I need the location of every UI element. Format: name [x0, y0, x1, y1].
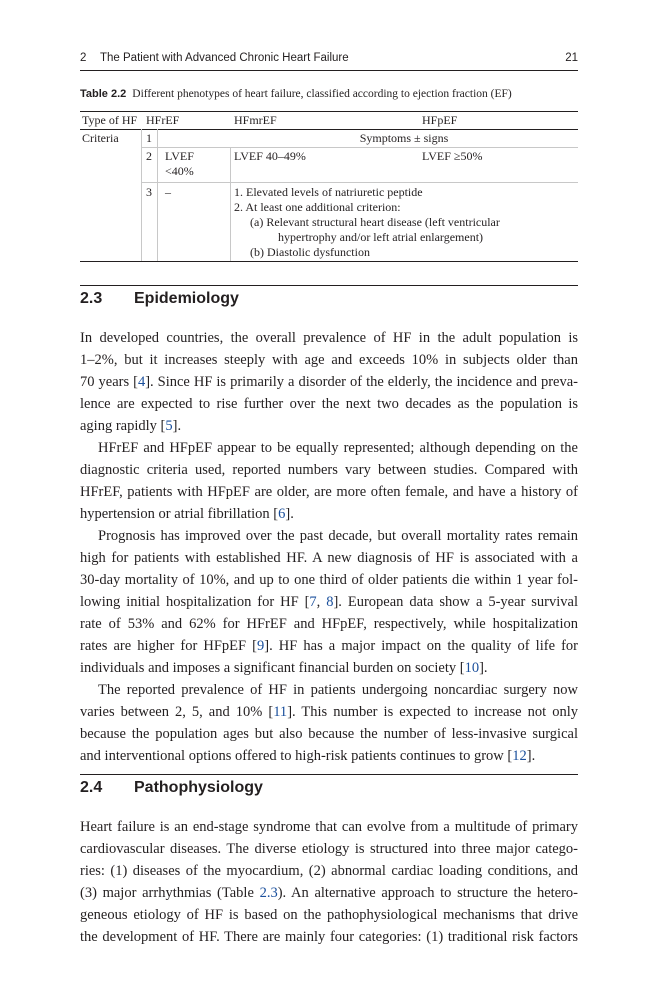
citation-link[interactable]: 10 [464, 660, 480, 676]
text-line: lence are expected to rise further over the next two decades as the population is [80, 396, 578, 412]
text-segment: ]. [285, 506, 294, 522]
criteria-subitem: (a) Relevant structural heart disease (left ventricular [250, 215, 500, 229]
text-line: diagnostic criteria used, reported numbers vary between studies. Compared with [80, 462, 578, 478]
phenotype-table [80, 111, 578, 262]
section-number: 2.3 [80, 290, 103, 307]
row-2-hfmref: LVEF 40–49% [234, 149, 306, 163]
section-title: Epidemiology [134, 290, 239, 307]
paragraph [80, 679, 578, 767]
citation-link[interactable]: 7 [309, 594, 317, 610]
table-caption [80, 88, 578, 100]
paragraph [80, 525, 578, 679]
row-2-number: 2 [146, 149, 152, 163]
section-heading-pathophysiology [80, 779, 263, 797]
text-line: Prognosis has improved over the past decade, but overall mortality rates remain [98, 528, 578, 544]
text-line: 1–2%, but it increases steeply with age and exceeds 10% in subjects older than [80, 352, 578, 368]
header-type-of-hf: Type of HF [82, 113, 138, 127]
citation-link[interactable]: 6 [278, 506, 286, 522]
citation-link[interactable]: 8 [326, 594, 334, 610]
text-line: Heart failure is an end-stage syndrome that can evolve from a multitude of primary [80, 819, 578, 835]
citation-link[interactable]: 4 [137, 374, 146, 390]
section-rule [80, 285, 578, 286]
text-line: In developed countries, the overall prevalence of HF in the adult population is [80, 330, 578, 346]
citation-link[interactable]: 9 [256, 638, 265, 654]
citation-link[interactable]: 2.3 [259, 885, 278, 901]
text-segment: aging rapidly [ [80, 418, 166, 434]
text-line [80, 745, 578, 767]
citation-link[interactable]: 11 [273, 704, 288, 720]
chapter-title: The Patient with Advanced Chronic Heart Failure [100, 52, 349, 64]
paragraph [80, 437, 578, 525]
paragraph [80, 816, 578, 948]
text-line: geneous etiology of HF is based on the pathophysiological mechanisms that drive [80, 907, 578, 923]
text-segment: rates are higher for HFpEF [ [80, 638, 257, 654]
section-number: 2.4 [80, 779, 103, 796]
text-line [80, 657, 578, 679]
citation-link[interactable]: 5 [165, 418, 173, 434]
text-segment: ]. European data show a 5-year survival [333, 594, 578, 610]
text-line [80, 635, 578, 657]
text-segment: ]. This number is expected to increase not only [287, 704, 578, 720]
text-line [80, 415, 578, 437]
row-3-number: 3 [146, 185, 152, 199]
header-hfpef: HFpEF [422, 113, 458, 127]
text-line: the development of HF. There are mainly four categories: (1) traditional risk factors [80, 929, 578, 945]
text-line [80, 701, 578, 723]
text-segment: ]. [479, 660, 488, 676]
page-number: 21 [565, 52, 578, 64]
header-rule [80, 70, 578, 71]
criteria-item: 2. At least one additional criterion: [234, 200, 401, 214]
row-2-hfpef: LVEF ≥50% [422, 149, 483, 163]
text-line [80, 591, 578, 613]
text-segment: hypertension or atrial fibrillation [ [80, 506, 279, 522]
text-line: HFrEF, patients with HFpEF are older, are more often female, and have a history of [80, 484, 578, 500]
section-title: Pathophysiology [134, 779, 263, 796]
row-2-hfref-line2: <40% [165, 164, 194, 178]
row-label-criteria: Criteria [82, 131, 119, 145]
text-segment: 70 years [ [80, 374, 138, 390]
text-line: HFrEF and HFpEF appear to be equally represented; although depending on the [98, 440, 578, 456]
section-rule [80, 774, 578, 775]
text-line: because the population ages but also because the number of less-invasive surgical [80, 726, 578, 742]
row-3-criteria-list [234, 185, 500, 260]
row-1-symptoms: Symptoms ± signs [359, 131, 449, 145]
text-segment: individuals and imposes a significant financial burden on society [ [80, 660, 465, 676]
paragraph [80, 327, 578, 437]
text-line: The reported prevalence of HF in patients undergoing noncardiac surgery now [98, 682, 578, 698]
header-hfmref: HFmrEF [234, 113, 277, 127]
header-hfref: HFrEF [146, 113, 180, 127]
criteria-subitem: (b) Diastolic dysfunction [250, 245, 370, 259]
text-line: ries: (1) diseases of the myocardium, (2) abnormal cardiac loading conditions, and [80, 863, 578, 879]
chapter-number: 2 [80, 52, 87, 64]
text-line: high for patients with established HF. A new diagnosis of HF is associated with a [80, 550, 578, 566]
text-line: 30-day mortality of 10%, and up to one third of older patients die within 1 year fol- [80, 572, 578, 588]
text-line: rate of 53% and 62% for HFrEF and HFpEF, respectively, while hospitalization [80, 616, 578, 632]
text-segment: ]. [172, 418, 182, 434]
criteria-item: 1. Elevated levels of natriuretic peptide [234, 185, 423, 199]
text-segment: ]. [526, 748, 536, 764]
text-line [80, 882, 578, 904]
text-segment: ). An alternative approach to structure the hetero- [277, 885, 579, 901]
text-segment: varies between 2, 5, and 10% [ [80, 704, 274, 720]
section-heading-epidemiology [80, 290, 239, 308]
text-segment: and interventional options offered to high-risk patients continues to grow [ [80, 748, 513, 764]
text-segment: ]. Since HF is primarily a disorder of the elderly, the incidence and preva- [145, 374, 579, 390]
running-header [80, 52, 578, 68]
row-1-number: 1 [146, 131, 152, 145]
text-segment: , [316, 594, 327, 610]
text-segment: ]. HF has a major impact on the quality of life for [264, 638, 578, 654]
table-caption-text: Different phenotypes of heart failure, classified according to ejection fraction (EF) [132, 88, 512, 100]
row-3-hfref: – [165, 185, 171, 199]
text-line: cardiovascular diseases. The diverse etiology is structured into three major catego- [80, 841, 578, 857]
text-segment: lowing initial hospitalization for HF [ [80, 594, 310, 610]
criteria-subitem-continuation: hypertrophy and/or left atrial enlargement) [278, 230, 484, 244]
table-label: Table 2.2 [80, 88, 127, 100]
citation-link[interactable]: 12 [512, 748, 527, 764]
row-2-hfref-line1: LVEF [165, 149, 194, 163]
text-line [80, 371, 578, 393]
table-top-rule [80, 111, 578, 112]
text-line [80, 503, 578, 525]
table-header-rule [80, 129, 578, 130]
text-segment: (3) major arrhythmias (Table [80, 885, 260, 901]
table-bottom-rule [80, 261, 578, 262]
